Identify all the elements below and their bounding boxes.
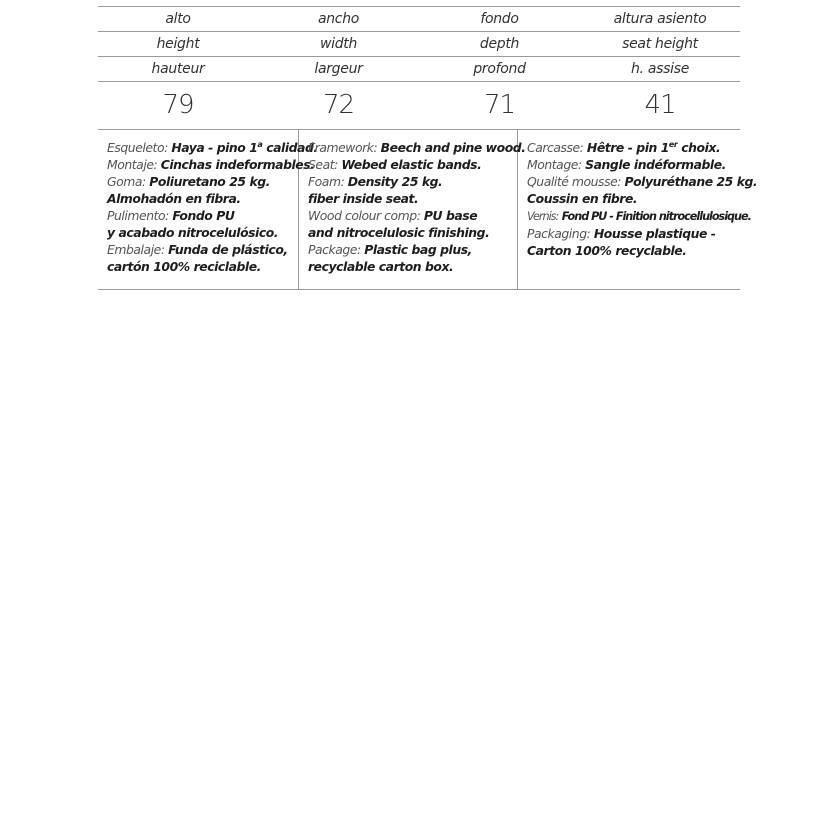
label-alto: alto <box>165 11 191 27</box>
spec-cushion: Almohadón en fibra. <box>107 191 241 206</box>
spec-foam: Goma: Poliuretano 25 kg. <box>107 174 270 189</box>
label-depth: depth <box>479 36 520 52</box>
specifications <box>98 130 758 290</box>
label-ancho: ancho <box>317 11 360 27</box>
product-spec-sheet <box>98 6 758 290</box>
spec-assembly: Montaje: Cinchas indeformables. <box>107 157 315 172</box>
spec-packaging-cont: cartón 100% reciclable. <box>107 259 261 274</box>
label-hauteur: hauteur <box>151 61 205 77</box>
value-height: 79 <box>162 90 194 120</box>
label-h-assise: h. assise <box>630 61 690 77</box>
label-width: width <box>319 36 358 52</box>
label-fondo: fondo <box>480 11 519 27</box>
spec-wood-colour-cont: and nitrocelulosic finishing. <box>308 225 490 240</box>
dimension-labels-french <box>98 56 740 82</box>
spec-package: Package: Plastic bag plus, <box>308 242 472 257</box>
spec-package-cont: recyclable carton box. <box>308 259 454 274</box>
dimension-labels-spanish <box>98 6 740 31</box>
spec-packaging-cont: Carton 100% recyclable. <box>527 243 687 258</box>
spec-framework: Framework: Beech and pine wood. <box>308 140 526 155</box>
spec-column-english <box>299 130 526 289</box>
value-width: 72 <box>322 90 355 120</box>
spec-column-french <box>518 130 758 289</box>
label-altura-asiento: altura asiento <box>613 11 707 27</box>
spec-fiber: fiber inside seat. <box>308 191 419 206</box>
spec-packaging: Packaging: Housse plastique - <box>527 226 716 241</box>
spec-column-spanish <box>98 130 318 289</box>
spec-foam: Foam: Density 25 kg. <box>308 174 443 189</box>
spec-packaging: Embalaje: Funda de plástico, <box>107 242 288 257</box>
value-depth: 71 <box>483 90 516 120</box>
label-height: height <box>156 36 200 52</box>
spec-montage: Montage: Sangle indéformable. <box>527 157 726 172</box>
spec-finish: Pulimento: Fondo PU <box>107 208 235 223</box>
spec-wood-colour: Wood colour comp: PU base <box>308 208 478 223</box>
value-seat-height: 41 <box>644 90 676 120</box>
dimension-values <box>98 82 740 130</box>
spec-frame: Esqueleto: Haya - pino 1$^a$ calidad. <box>107 140 318 155</box>
dimension-labels-english <box>98 31 740 56</box>
spec-carcasse: Carcasse: Hêtre - pin 1er choix. <box>527 140 721 155</box>
label-profond: profond <box>473 61 526 77</box>
spec-vernis: Vernis: Fond PU - Finition nitrocellulosique. <box>527 210 751 223</box>
spec-coussin: Coussin en fibre. <box>527 191 638 206</box>
spec-mousse: Qualité mousse: Polyuréthane 25 kg. <box>527 174 758 189</box>
spec-seat: Seat: Webed elastic bands. <box>308 157 482 172</box>
label-seat-height: seat height <box>622 36 698 52</box>
label-largeur: largeur <box>314 61 363 77</box>
spec-finish-cont: y acabado nitrocelulósico. <box>107 225 279 240</box>
